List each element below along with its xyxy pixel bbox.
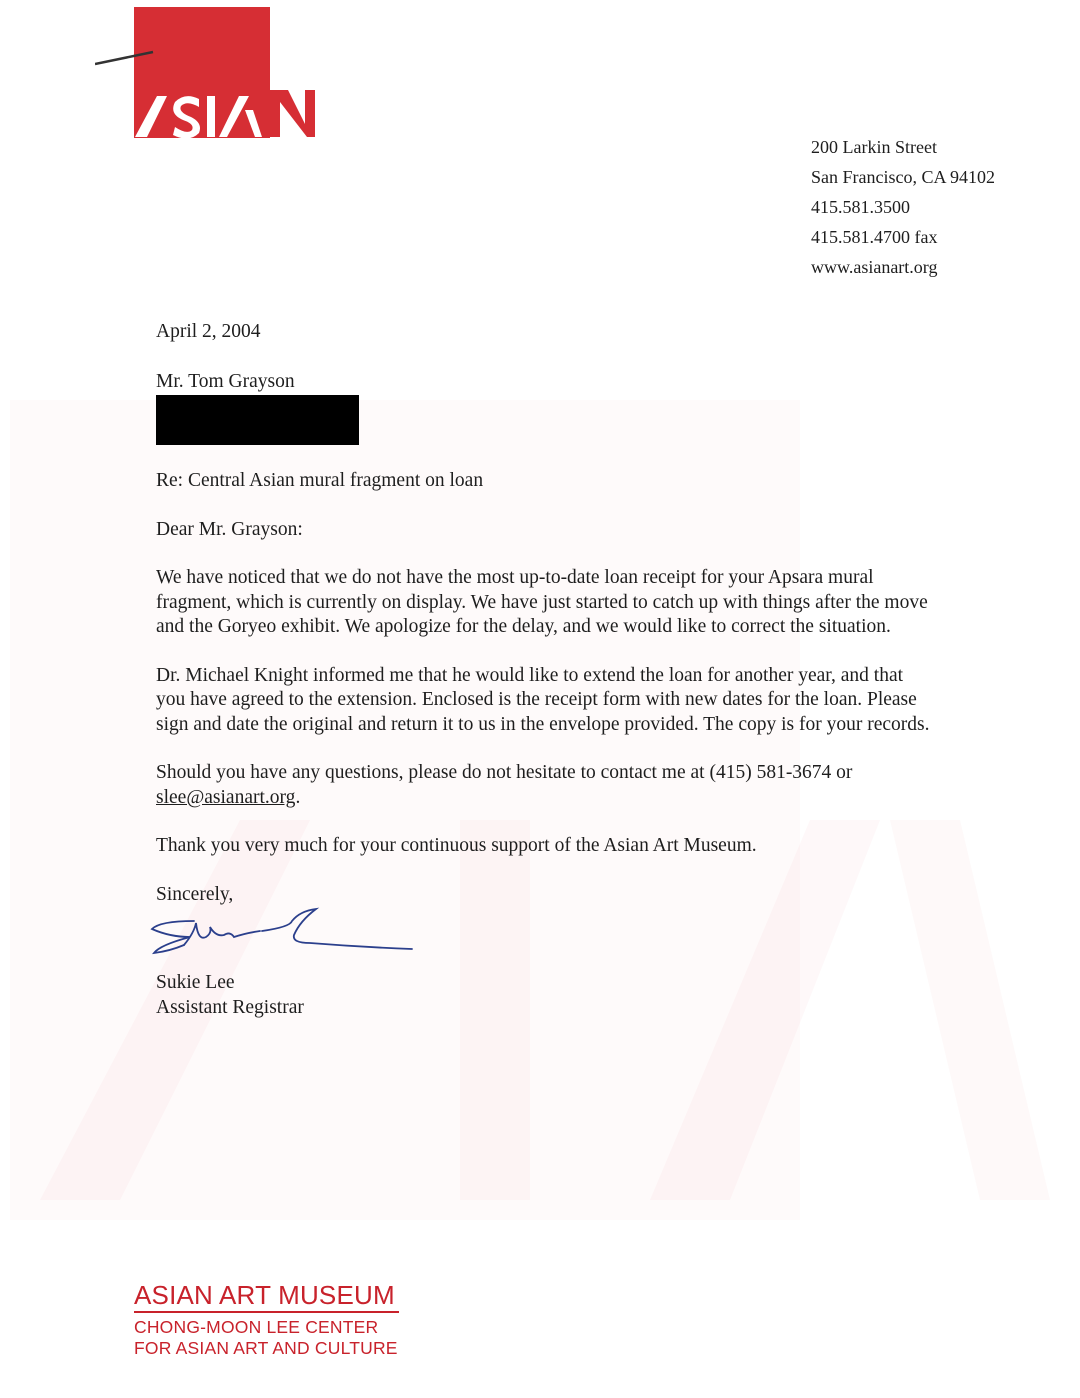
address-city: San Francisco, CA 94102 [811, 167, 995, 187]
handwritten-signature [150, 907, 420, 969]
footer-line-2: FOR ASIAN ART AND CULTURE [134, 1338, 398, 1358]
address-block [811, 132, 995, 282]
paragraph-1: We have noticed that we do not have the most up-to-date loan receipt for your Apsara mural fragment, which is currently on display. We have just started to catch up with things after the move and the Goryeo exhibit. We apologize for the delay, and we would like to correct the situation. [156, 567, 928, 637]
recipient-name: Mr. Tom Grayson [156, 370, 295, 392]
paragraph-3-text: Should you have any questions, please do not hesitate to contact me at (415) 581-3674 or [156, 762, 853, 783]
paragraph-4: Thank you very much for your continuous support of the Asian Art Museum. [156, 835, 757, 856]
redacted-address-block [156, 395, 359, 445]
salutation: Dear Mr. Grayson: [156, 518, 303, 540]
address-website[interactable]: www.asianart.org [811, 257, 938, 277]
signer-name: Sukie Lee [156, 972, 235, 993]
footer-line-1: CHONG-MOON LEE CENTER [134, 1317, 379, 1337]
letter-body [156, 320, 936, 1020]
asian-logo [95, 6, 320, 144]
paragraph-3 [156, 761, 936, 810]
footer-divider [134, 1311, 399, 1313]
paragraph-2: Dr. Michael Knight informed me that he would like to extend the loan for another year, and that you have agreed to the extension. Enclosed is the receipt form with new dates for the loan. Please sign and date the original and return it to us in the envelope provided. The copy is for your records. [156, 664, 930, 735]
email-link[interactable]: slee@asianart.org [156, 786, 296, 808]
subject-line: Re: Central Asian mural fragment on loan [156, 470, 484, 491]
paragraph-3-end: . [295, 786, 301, 808]
address-fax: 415.581.4700 fax [811, 227, 938, 247]
address-phone: 415.581.3500 [811, 197, 910, 217]
address-street: 200 Larkin Street [811, 137, 937, 157]
signer-title: Assistant Registrar [156, 996, 304, 1018]
letter-date: April 2, 2004 [156, 321, 261, 342]
footer-museum-name [134, 1280, 399, 1359]
footer-title: ASIAN ART MUSEUM [134, 1280, 395, 1310]
closing: Sincerely, [156, 883, 234, 905]
